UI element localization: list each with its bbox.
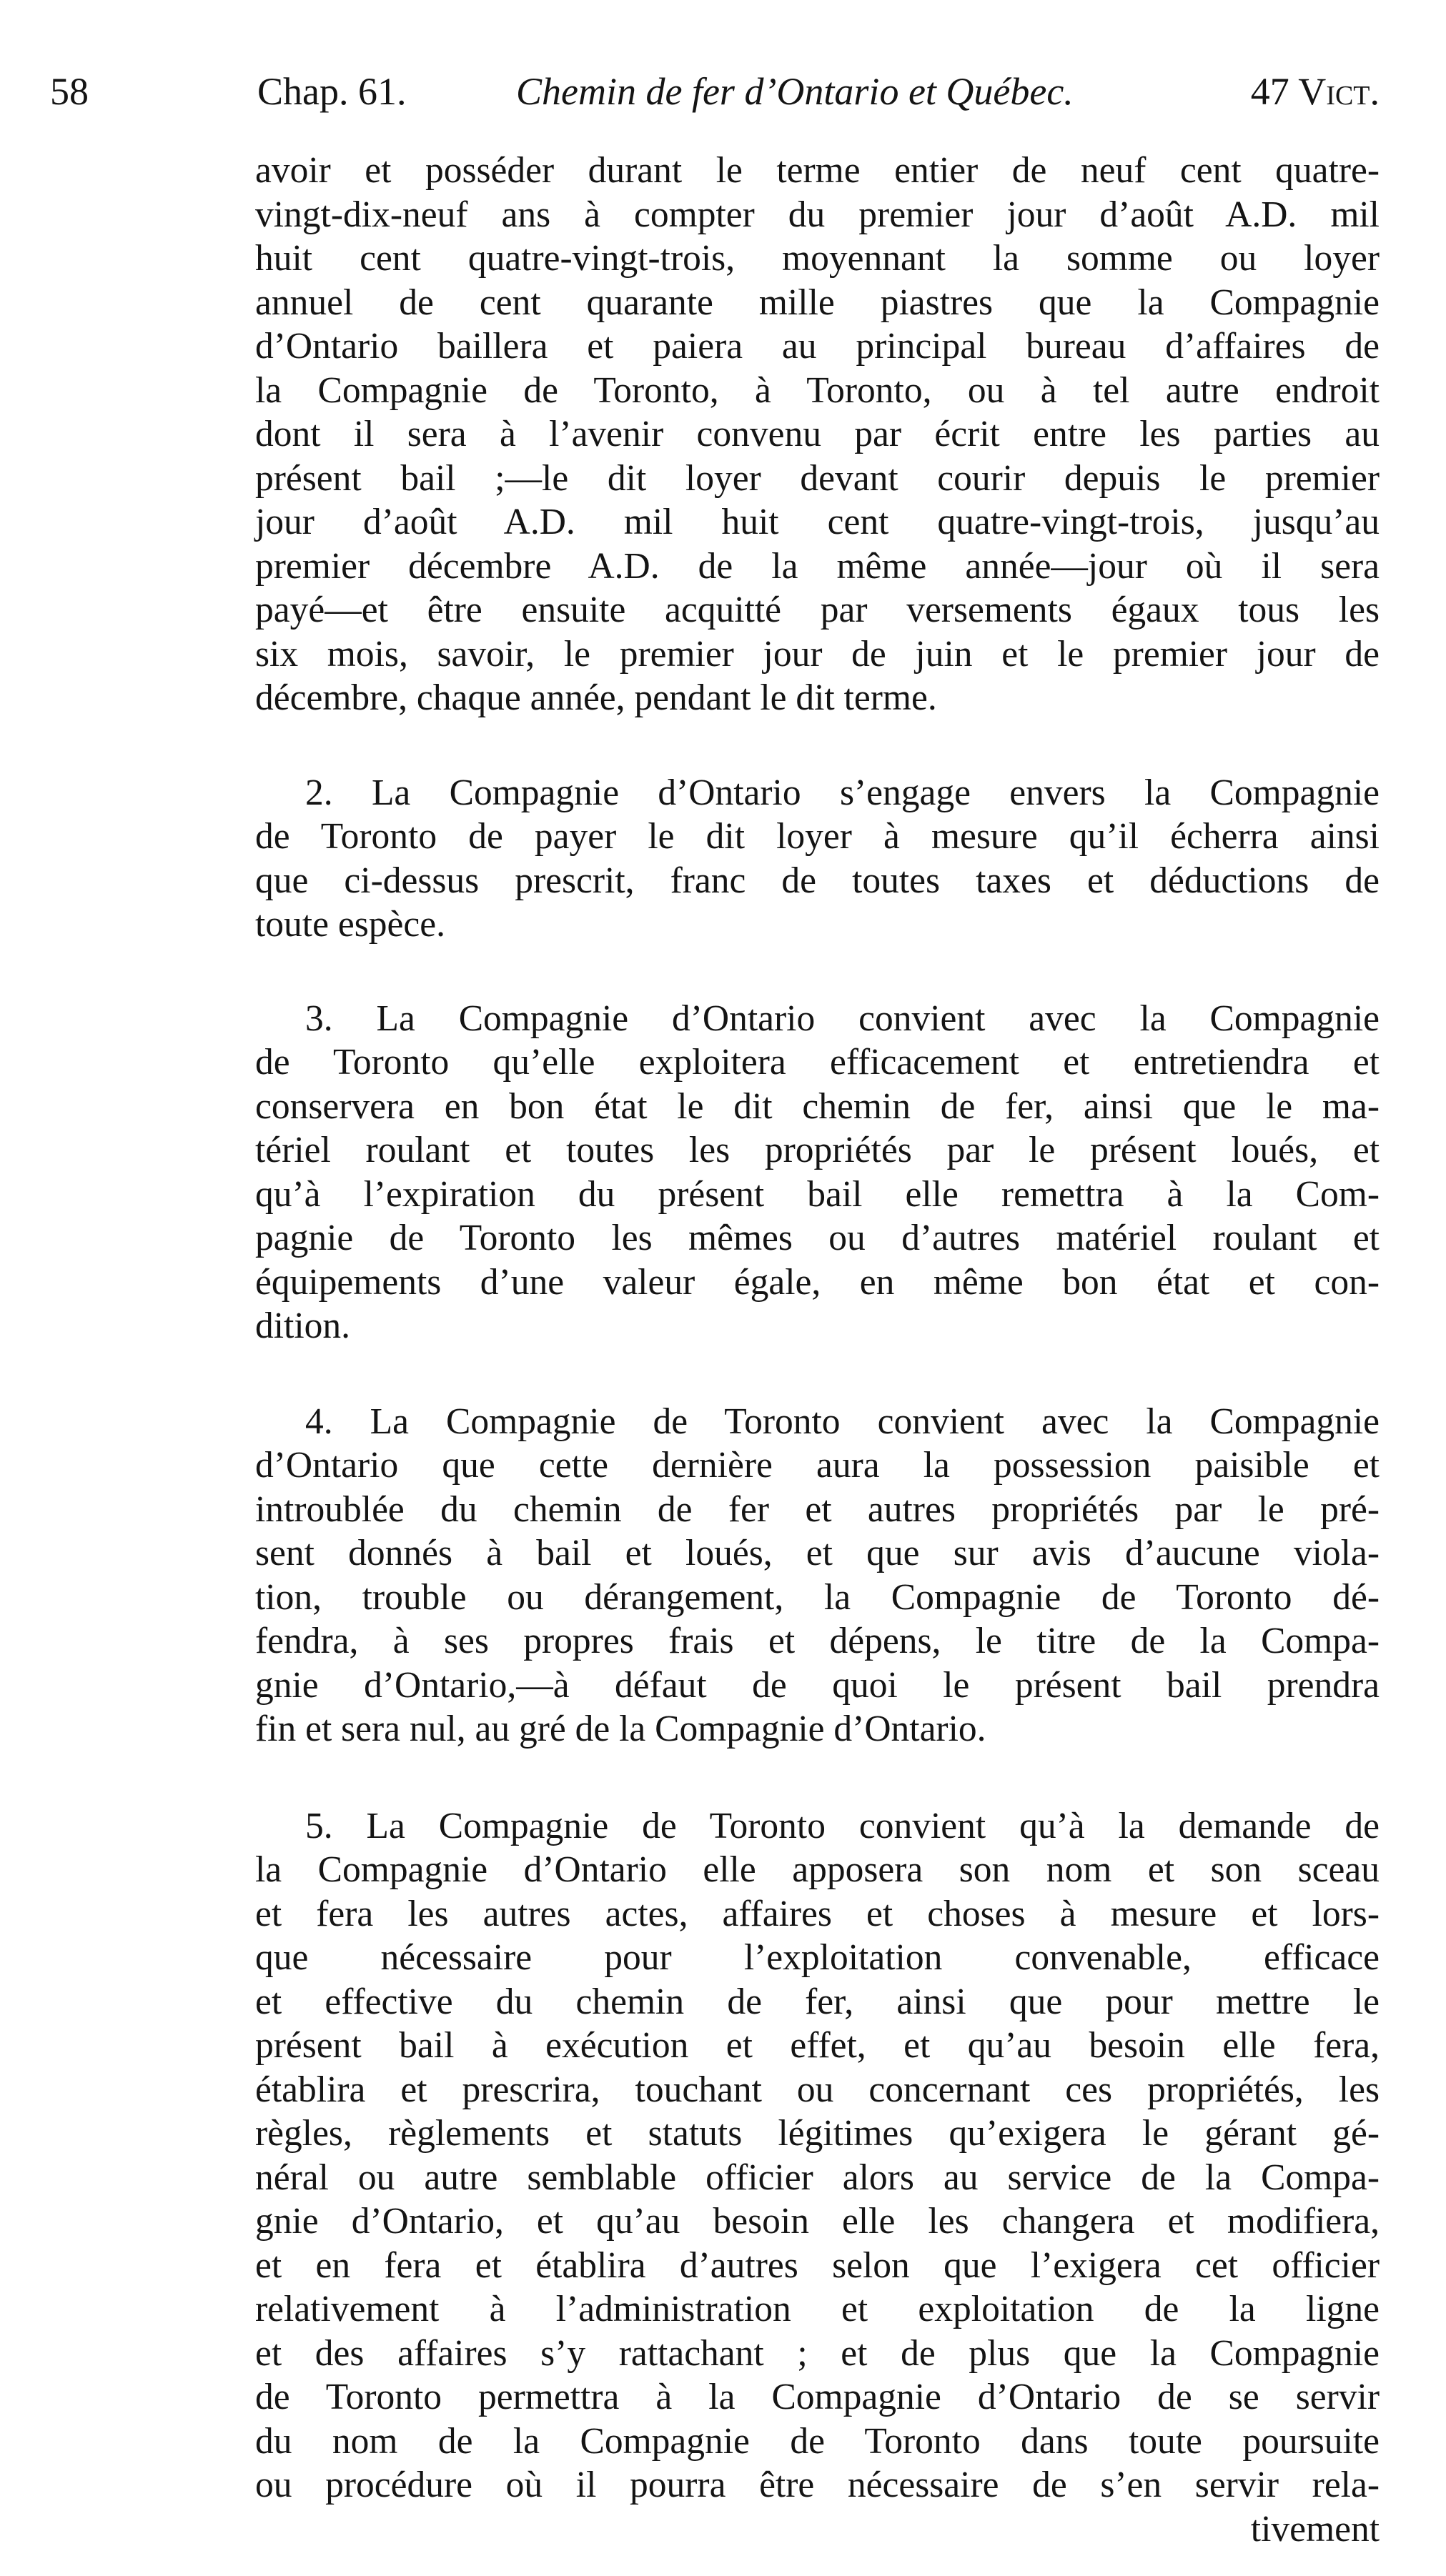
text-line: tion, trouble ou dérangement, la Compagnie de Toronto dé- (255, 1576, 1380, 1618)
text-line: et en fera et établira d’autres selon que l’exigera cet officier (255, 2244, 1380, 2286)
text-line: conservera en bon état le dit chemin de fer, ainsi que le ma- (255, 1085, 1380, 1127)
text-line: pagnie de Toronto les mêmes ou d’autres matériel roulant et (255, 1218, 1380, 1258)
text-line: introublée du chemin de fer et autres propriétés par le pré- (255, 1488, 1380, 1530)
text-line: décembre, chaque année, pendant le dit terme. (255, 677, 937, 718)
paragraph-2 (255, 771, 1380, 947)
text-line: avoir et posséder durant le terme entier de neuf cent quatre- (255, 150, 1380, 191)
text-line: ou procédure où il pourra être nécessaire de s’en servir rela- (255, 2465, 1380, 2505)
text-line: sent donnés à bail et loués, et que sur avis d’aucune viola- (255, 1533, 1380, 1573)
text-line: fin et sera nul, au gré de la Compagnie d’Ontario. (255, 1709, 986, 1749)
text-line: et des affaires s’y rattachant ; et de plus que la Compagnie (255, 2332, 1380, 2374)
text-line: tériel roulant et toutes les propriétés par le présent loués, et (255, 1130, 1380, 1170)
text-line: 3. La Compagnie d’Ontario convient avec la Compagnie (305, 998, 1380, 1039)
text-line: six mois, savoir, le premier jour de juin et le premier jour de (255, 633, 1380, 675)
text-line: vingt-dix-neuf ans à compter du premier jour d’août A.D. mil (255, 194, 1380, 235)
text-line: dition. (255, 1306, 351, 1346)
paragraph-4 (255, 1400, 1380, 1751)
text-line: la Compagnie d’Ontario elle apposera son nom et son sceau (255, 1849, 1380, 1890)
text-line: gnie d’Ontario,—à défaut de quoi le présent bail prendra (255, 1664, 1380, 1706)
text-line: présent bail ;—le dit loyer devant courir depuis le premier (255, 457, 1380, 499)
page-number: 58 (50, 70, 89, 113)
chapter-label: Chap. 61. (257, 70, 407, 113)
paragraph-1 (255, 149, 1380, 720)
text-line: huit cent quatre-vingt-trois, moyennant la somme ou loyer (255, 238, 1380, 279)
text-line: payé—et être ensuite acquitté par versements égaux tous les (255, 590, 1380, 630)
text-line: d’Ontario que cette dernière aura la possession paisible et (255, 1445, 1380, 1486)
text-line: jour d’août A.D. mil huit cent quatre-vingt-trois, jusqu’au (255, 502, 1380, 542)
regnal-year: 47 Vict. (1250, 70, 1380, 113)
text-line: la Compagnie de Toronto, à Toronto, ou à tel autre endroit (255, 369, 1380, 411)
text-line: présent bail à exécution et effet, et qu’au besoin elle fera, (255, 2025, 1380, 2066)
text-line: de Toronto permettra à la Compagnie d’Ontario de se servir (255, 2377, 1380, 2417)
text-line: de Toronto qu’elle exploitera efficacement et entretiendra et (255, 1042, 1380, 1083)
paragraph-5 (255, 1804, 1380, 2552)
text-line: 5. La Compagnie de Toronto convient qu’à la demande de (305, 1805, 1380, 1846)
text-line: premier décembre A.D. de la même année—jour où il sera (255, 545, 1380, 587)
running-title: Chemin de fer d’Ontario et Québec. (516, 70, 1074, 113)
text-line: annuel de cent quarante mille piastres que la Compagnie (255, 282, 1380, 323)
text-line: du nom de la Compagnie de Toronto dans toute poursuite (255, 2420, 1380, 2462)
text-line: établira et prescrira, touchant ou concernant ces propriétés, les (255, 2069, 1380, 2110)
paragraph-3 (255, 997, 1380, 1348)
running-header (50, 63, 1380, 120)
text-line: de Toronto de payer le dit loyer à mesure qu’il écherra ainsi (255, 816, 1380, 857)
text-line: dont il sera à l’avenir convenu par écrit entre les parties au (255, 414, 1380, 454)
text-line: qu’à l’expiration du présent bail elle remettra à la Com- (255, 1173, 1380, 1215)
text-line: règles, règlements et statuts légitimes qu’exigera le gérant gé- (255, 2113, 1380, 2154)
text-line: équipements d’une valeur égale, en même bon état et con- (255, 1261, 1380, 1303)
text-line: et fera les autres actes, affaires et choses à mesure et lors- (255, 1893, 1380, 1934)
document-body (255, 149, 1380, 2551)
text-line: 2. La Compagnie d’Ontario s’engage envers la Compagnie (305, 772, 1380, 813)
text-line: que ci-dessus prescrit, franc de toutes taxes et déductions de (255, 860, 1380, 901)
text-line: relativement à l’administration et exploitation de la ligne (255, 2289, 1380, 2329)
text-line: et effective du chemin de fer, ainsi que pour mettre le (255, 1981, 1380, 2022)
catchword: tivement (1250, 2508, 1380, 2550)
text-line: toute espèce. (255, 904, 445, 945)
text-line: gnie d’Ontario, et qu’au besoin elle les changera et modifiera, (255, 2201, 1380, 2242)
text-line: d’Ontario baillera et paiera au principal bureau d’affaires de (255, 326, 1380, 367)
text-line: 4. La Compagnie de Toronto convient avec la Compagnie (305, 1401, 1380, 1442)
text-line: néral ou autre semblable officier alors au service de la Compa- (255, 2157, 1380, 2198)
text-line: fendra, à ses propres frais et dépens, le titre de la Compa- (255, 1621, 1380, 1661)
text-line: que nécessaire pour l’exploitation convenable, efficace (255, 1937, 1380, 1978)
